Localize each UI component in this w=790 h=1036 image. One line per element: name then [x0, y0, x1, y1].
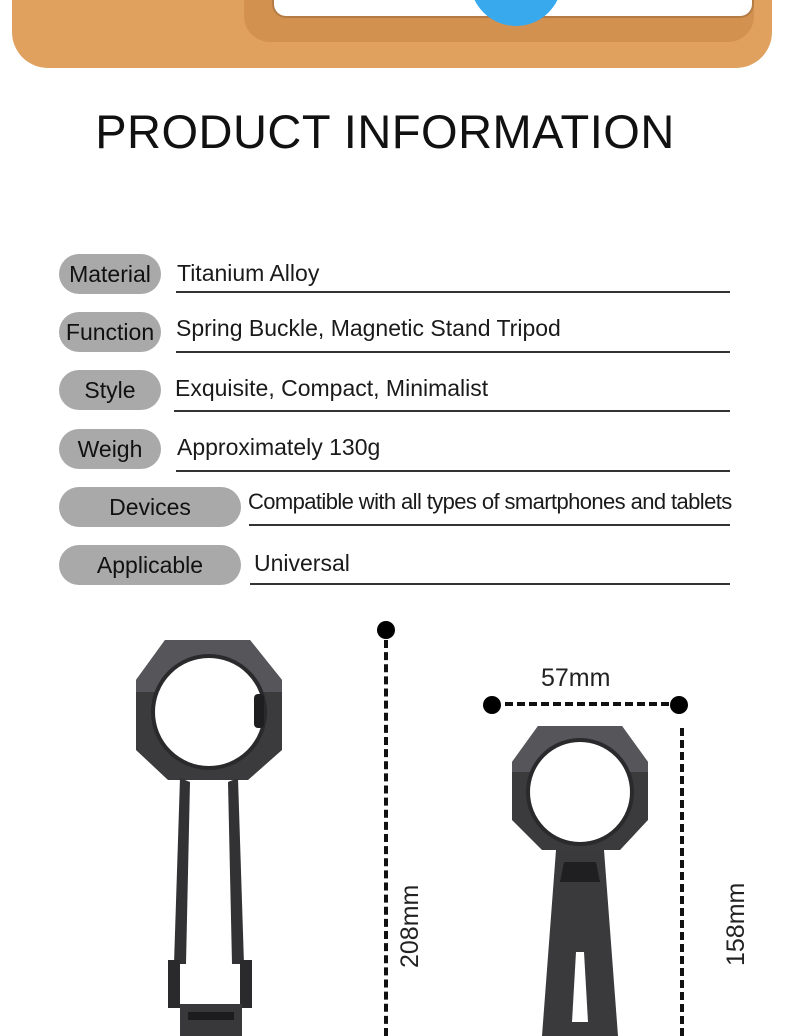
divider-line — [176, 351, 730, 353]
spec-value: Titanium Alloy — [177, 260, 320, 286]
spec-label: Weigh — [59, 429, 161, 469]
spec-label: Style — [59, 370, 161, 410]
dimension-dot — [670, 696, 688, 714]
dimension-line — [505, 702, 669, 706]
divider-line — [249, 524, 730, 526]
top-banner — [12, 0, 772, 68]
divider-line — [176, 470, 730, 472]
spec-row-applicable — [0, 545, 790, 589]
divider-line — [250, 583, 730, 585]
extended-stand-illustration — [130, 634, 290, 1036]
spec-row-weigh — [0, 429, 790, 473]
spec-value: Exquisite, Compact, Minimalist — [175, 375, 489, 401]
height-folded-label: 158mm — [722, 882, 750, 966]
spec-label: Material — [59, 254, 161, 294]
spec-label: Applicable — [59, 545, 241, 585]
spec-value: Universal — [254, 550, 350, 576]
spec-value: Approximately 130g — [177, 434, 381, 460]
dimension-dot — [377, 621, 395, 639]
spec-value: Compatible with all types of smartphones and tablets — [248, 489, 732, 514]
dimension-line — [384, 640, 388, 1036]
page-title: PRODUCT INFORMATION — [95, 105, 675, 158]
width-label: 57mm — [541, 664, 611, 692]
dimension-line — [680, 728, 684, 1036]
dimension-dot — [483, 696, 501, 714]
spec-row-material — [0, 254, 790, 298]
spec-row-devices — [0, 487, 790, 531]
divider-line — [176, 291, 730, 293]
height-extended-label: 208mm — [396, 884, 424, 968]
spec-value: Spring Buckle, Magnetic Stand Tripod — [176, 315, 561, 341]
spec-row-style — [0, 370, 790, 414]
folded-stand-illustration — [508, 722, 654, 1036]
divider-line — [174, 410, 730, 412]
spec-label: Devices — [59, 487, 241, 527]
spec-row-function — [0, 312, 790, 356]
spec-label: Function — [59, 312, 161, 352]
